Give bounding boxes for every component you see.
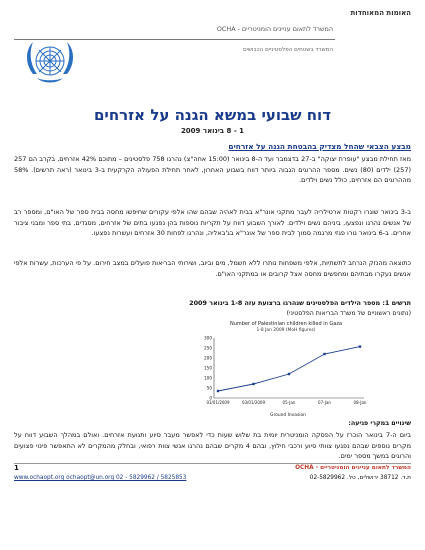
footer-address: ת.ד. 38712 ירושלים, טל. 02-5829962 <box>309 475 411 481</box>
y-tick-label: 300 <box>204 335 212 341</box>
org-ocha-line: המשרד לתאום עניינים הומניטריים - OCHA <box>216 25 333 33</box>
y-tick-label: 150 <box>204 365 212 371</box>
x-tick-label: 03/01/2009 <box>241 400 266 405</box>
x-tick-label: 07-Jan <box>318 400 331 405</box>
report-date: 1 - 8 בינואר 2009 <box>180 127 245 135</box>
figure-caption-source: (נתונים ראשוניים של משרד הבריאות הפלסטיני) <box>286 310 411 317</box>
x-axis-label: Ground Invasion <box>270 413 306 418</box>
x-tick-label: 05-Jan <box>282 400 296 405</box>
footer-org: המשרד לתאום עניינים הומניטריים - OCHA <box>295 465 411 471</box>
figure-caption-title: תרשים 1: מספר הילדים הפלסטינים שנהרגו ברצועת עזה 1-8 בינואר 2009 <box>189 299 411 307</box>
footer-website-link[interactable]: www.ochaopt.org ochaopt@un.org 02 - 5829962 / 5825853 <box>14 475 187 481</box>
chart-subtitle: 1-8 Jan 2009 (MoH figures) <box>256 328 316 333</box>
chart-axes <box>214 338 364 398</box>
y-tick-label: 50 <box>206 385 212 391</box>
chart-title: Number of Palestinian children killed in Gaza <box>229 321 343 327</box>
data-point <box>288 373 290 375</box>
x-tick-label: 01/01/2009 <box>206 400 230 405</box>
y-tick-label: 250 <box>204 345 212 351</box>
footer-contacts[interactable] <box>14 475 186 481</box>
footer-divider <box>14 463 411 464</box>
y-tick-label: 100 <box>204 375 212 381</box>
body-paragraph: ביום ה-7 בינואר הוכרז על הפסקה הומניטרית יומית בת שלוש שעות כדי לאפשר מעבר סיוע ותנועת אזרחים. ואולם במהלך השבוע דווח על מקרים נוספים שבהם נפגעו צוותי סיוע ורכבי חילוץ, ובהם 4 מקרים שבהם נהרגו אנשי צוות רפואי, ובחלק מהמקרים לא התאפשר פינוי פצועים והרוגים במשך מספר ימים. <box>14 431 411 461</box>
y-tick-label: 0 <box>209 395 212 401</box>
section-heading: מבצע הצבאי שהחל מצדיק בהבטחת הגנה על אזרחים <box>228 142 411 151</box>
body-paragraph: כתוצאה מהנזק הנרחב לתשתיות, אלפי משפחות נותרו ללא חשמל, מים וביוב, ושירותי הבריאות פועלים במצב חירום. על פי הערכות, עשרות אלפי אנשים נעקרו מבתיהם ומחפשים מחסה אצל קרובים או במתקני האו"ם. <box>14 259 411 278</box>
org-office-line: המשרד בשטחים הפלסטיניים הכבושים <box>243 47 333 53</box>
data-point <box>323 353 325 355</box>
series-line <box>218 347 360 391</box>
data-point <box>359 345 361 347</box>
x-tick-label: 08-Jan <box>353 400 367 405</box>
data-point <box>217 390 219 392</box>
body-paragraph: מאז תחילת מבצע "עופרת יצוקה" ב-27 בדצמבר ועד ה-8 בינואר (15:00 אחה"צ) נהרגו 758 פלסטינים – מתוכם 42% אזרחים, בקרב הם 257 (257) ילדים (80) נשים. מספר ההרוגים הגבוה ביותר דווח בשבוע האחרון, לאחר תחילת הפעולה הקרקעית ב-3 בינואר (ראה תרשים). 58% מההרוגים הם אזרחים, כולל נשים וילדים. <box>14 155 412 185</box>
body-paragraph: ב-3 בינואר שוגרו רקטות ארטילריה לעבר מתקני אונר"א בבית לאהיה שבהם שהו אלפי עקורים שחיפשו מחסה בבית ספר של האו"ם, ומספר רב של אנשים נהרגו ונפצעו, ביניהם נשים וילדים. לאורך השבוע דווח על תקריות נוספות בהן נפגעו בתים של אזרחים, מסגדים, בתי ספר ומבני ציבור אחרים. ב-6 בינואר נורו פגזי מרגמה סמוך לבית ספר של אונר"א בג'באליה, ונהרגו לפחות 30 אזרחים ועשרות נפצעו. <box>14 208 411 238</box>
note-heading: שינויים במקרי פגיעה: <box>348 420 411 427</box>
un-emblem-logo <box>19 30 81 92</box>
org-name-top: האומות המאוחדות <box>350 9 411 17</box>
y-tick-label: 200 <box>204 355 212 361</box>
children-killed-line-chart <box>186 318 371 418</box>
page-number: 1 <box>14 464 19 472</box>
data-point <box>252 383 254 385</box>
figure-caption <box>14 298 411 319</box>
report-title: דוח שבועי במשא הגנה על אזרחים <box>93 106 332 124</box>
